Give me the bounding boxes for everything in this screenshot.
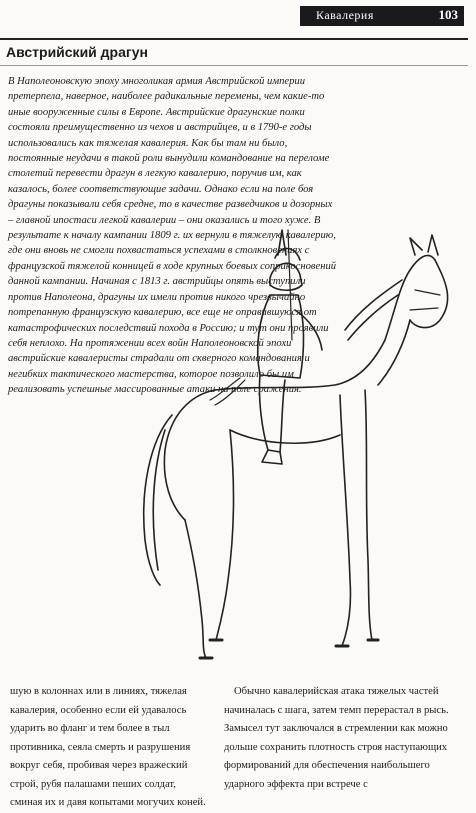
sidebar-text: В Наполеоновскую эпоху многоликая армия Австрийской империи претерпела, наверное, наиболее радикальные перемены, чем какие-то иные вооруженные силы в Европе. Австрийские драгунские полки состояли преимущественно из чехов и австрийцев, и в 1790-е годы использовались как тяжелая кавалерия. Как бы там ни было, постоянные неудачи в такой роли вынудили командование на переломе столетий перевести драгун в легкую кавалерию, поручив им, как казалось, более соответствующие задачи. Однако если на поле боя драгуны показывали себя средне, то в качестве разведчиков и дозорных – главной ипостаси легкой кавалерии – они оказались и того хуже. В результате к началу кампании 1809 г. их вернули в тяжелую кавалерию, где они вновь не смогли похвастаться успехами в столкновениях с французской тяжелой конницей в ходе крупных боевых соприкосновений данной кампании. Начиная с 1813 г. австрийцы опять выступили против Наполеона, драгуны их имели против никого чрезвычайно потрепанную французскую кавалерию, все еще не оправившуюся от катастрофических последствий похода в Россию; и тут они проявили себя неплохо. На протяжении всех войн Наполеоновской эпохи австрийские кавалеристы страдали от скверного командования и негибких тактического мастерства, которое позволило бы им реализовать успешные массированные атаки на поле сражения. [8, 76, 337, 396]
section-title: Кавалерия [316, 8, 374, 22]
body-text-left: шую в колоннах или в линиях, тяжелая кавалерия, особенно если ей удавалось ударить во фланг и тем более в тыл противника, сеяла смерть и разрушения вокруг себя, пробивая через вражеский строй, рубя палашами пеших солдат, сминая их и давя копытами могучих коней. [10, 686, 206, 808]
body-text-right: Обычно кавалерийская атака тяжелых частей начиналась с шага, затем темп перерастал в рысь. Замысел тут заключался в стремлении как можно дольше сохранить плотность строя наступающих формирований для обеспечения наибольшего ударного эффекта при встрече с [224, 686, 449, 790]
dragoon-illustration [110, 200, 470, 670]
running-header [300, 6, 464, 26]
sidebar-divider [0, 65, 468, 66]
sidebar-title: Австрийский драгун [6, 44, 148, 60]
page-number: 103 [438, 7, 458, 22]
